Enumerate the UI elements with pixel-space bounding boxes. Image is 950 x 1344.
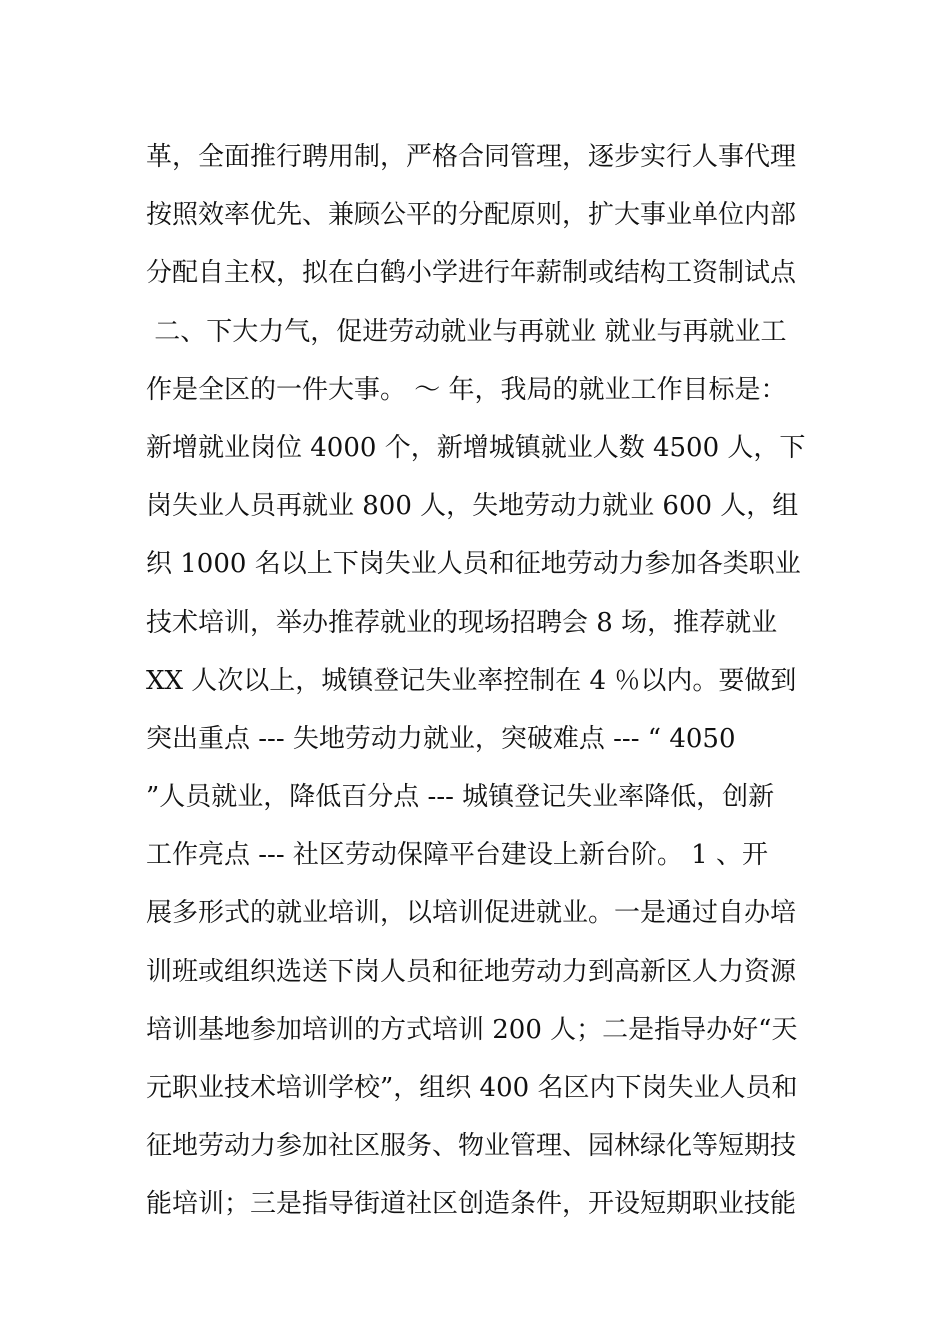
text-line: XX 人次以上，城镇登记失业率控制在 4 ％以内。要做到 bbox=[146, 665, 797, 696]
text-line: 训班或组织选送下岗人员和征地劳动力到高新区人力资源 bbox=[146, 956, 797, 987]
text-line: 分配自主权，拟在白鹤小学进行年薪制或结构工资制试点 bbox=[146, 258, 797, 289]
text-line: 展多形式的就业培训，以培训促进就业。一是通过自办培 bbox=[146, 898, 797, 929]
body-text bbox=[146, 128, 816, 1234]
text-line: 按照效率优先、兼顾公平的分配原则，扩大事业单位内部 bbox=[146, 200, 797, 231]
text-line: 能培训；三是指导街道社区创造条件，开设短期职业技能 bbox=[146, 1189, 797, 1220]
text-line: 征地劳动力参加社区服务、物业管理、园林绿化等短期技 bbox=[146, 1131, 797, 1162]
text-line: 岗失业人员再就业 800 人，失地劳动力就业 600 人，组 bbox=[146, 491, 799, 522]
text-line: 革，全面推行聘用制，严格合同管理，逐步实行人事代理 bbox=[146, 142, 797, 172]
text-line: 二、下大力气，促进劳动就业与再就业 就业与再就业工 bbox=[146, 316, 787, 347]
text-line: 织 1000 名以上下岗失业人员和征地劳动力参加各类职业 bbox=[146, 549, 801, 580]
text-line: 新增就业岗位 4000 个，新增城镇就业人数 4500 人，下 bbox=[146, 432, 806, 463]
text-line: 元职业技术培训学校”，组织 400 名区内下岗失业人员和 bbox=[146, 1073, 798, 1103]
text-line: ”人员就业，降低百分点 --- 城镇登记失业率降低，创新 bbox=[146, 782, 775, 813]
text-line: 技术培训，举办推荐就业的现场招聘会 8 场，推荐就业 bbox=[146, 607, 778, 638]
text-line: 培训基地参加培训的方式培训 200 人；二是指导办好“天 bbox=[146, 1014, 798, 1045]
text-line: 突出重点 --- 失地劳动力就业，突破难点 --- “ 4050 bbox=[146, 723, 736, 754]
text-line: 工作亮点 --- 社区劳动保障平台建设上新台阶。 1 、开 bbox=[146, 840, 768, 871]
text-line: 作是全区的一件大事。 ～ 年，我局的就业工作目标是： bbox=[146, 374, 787, 405]
